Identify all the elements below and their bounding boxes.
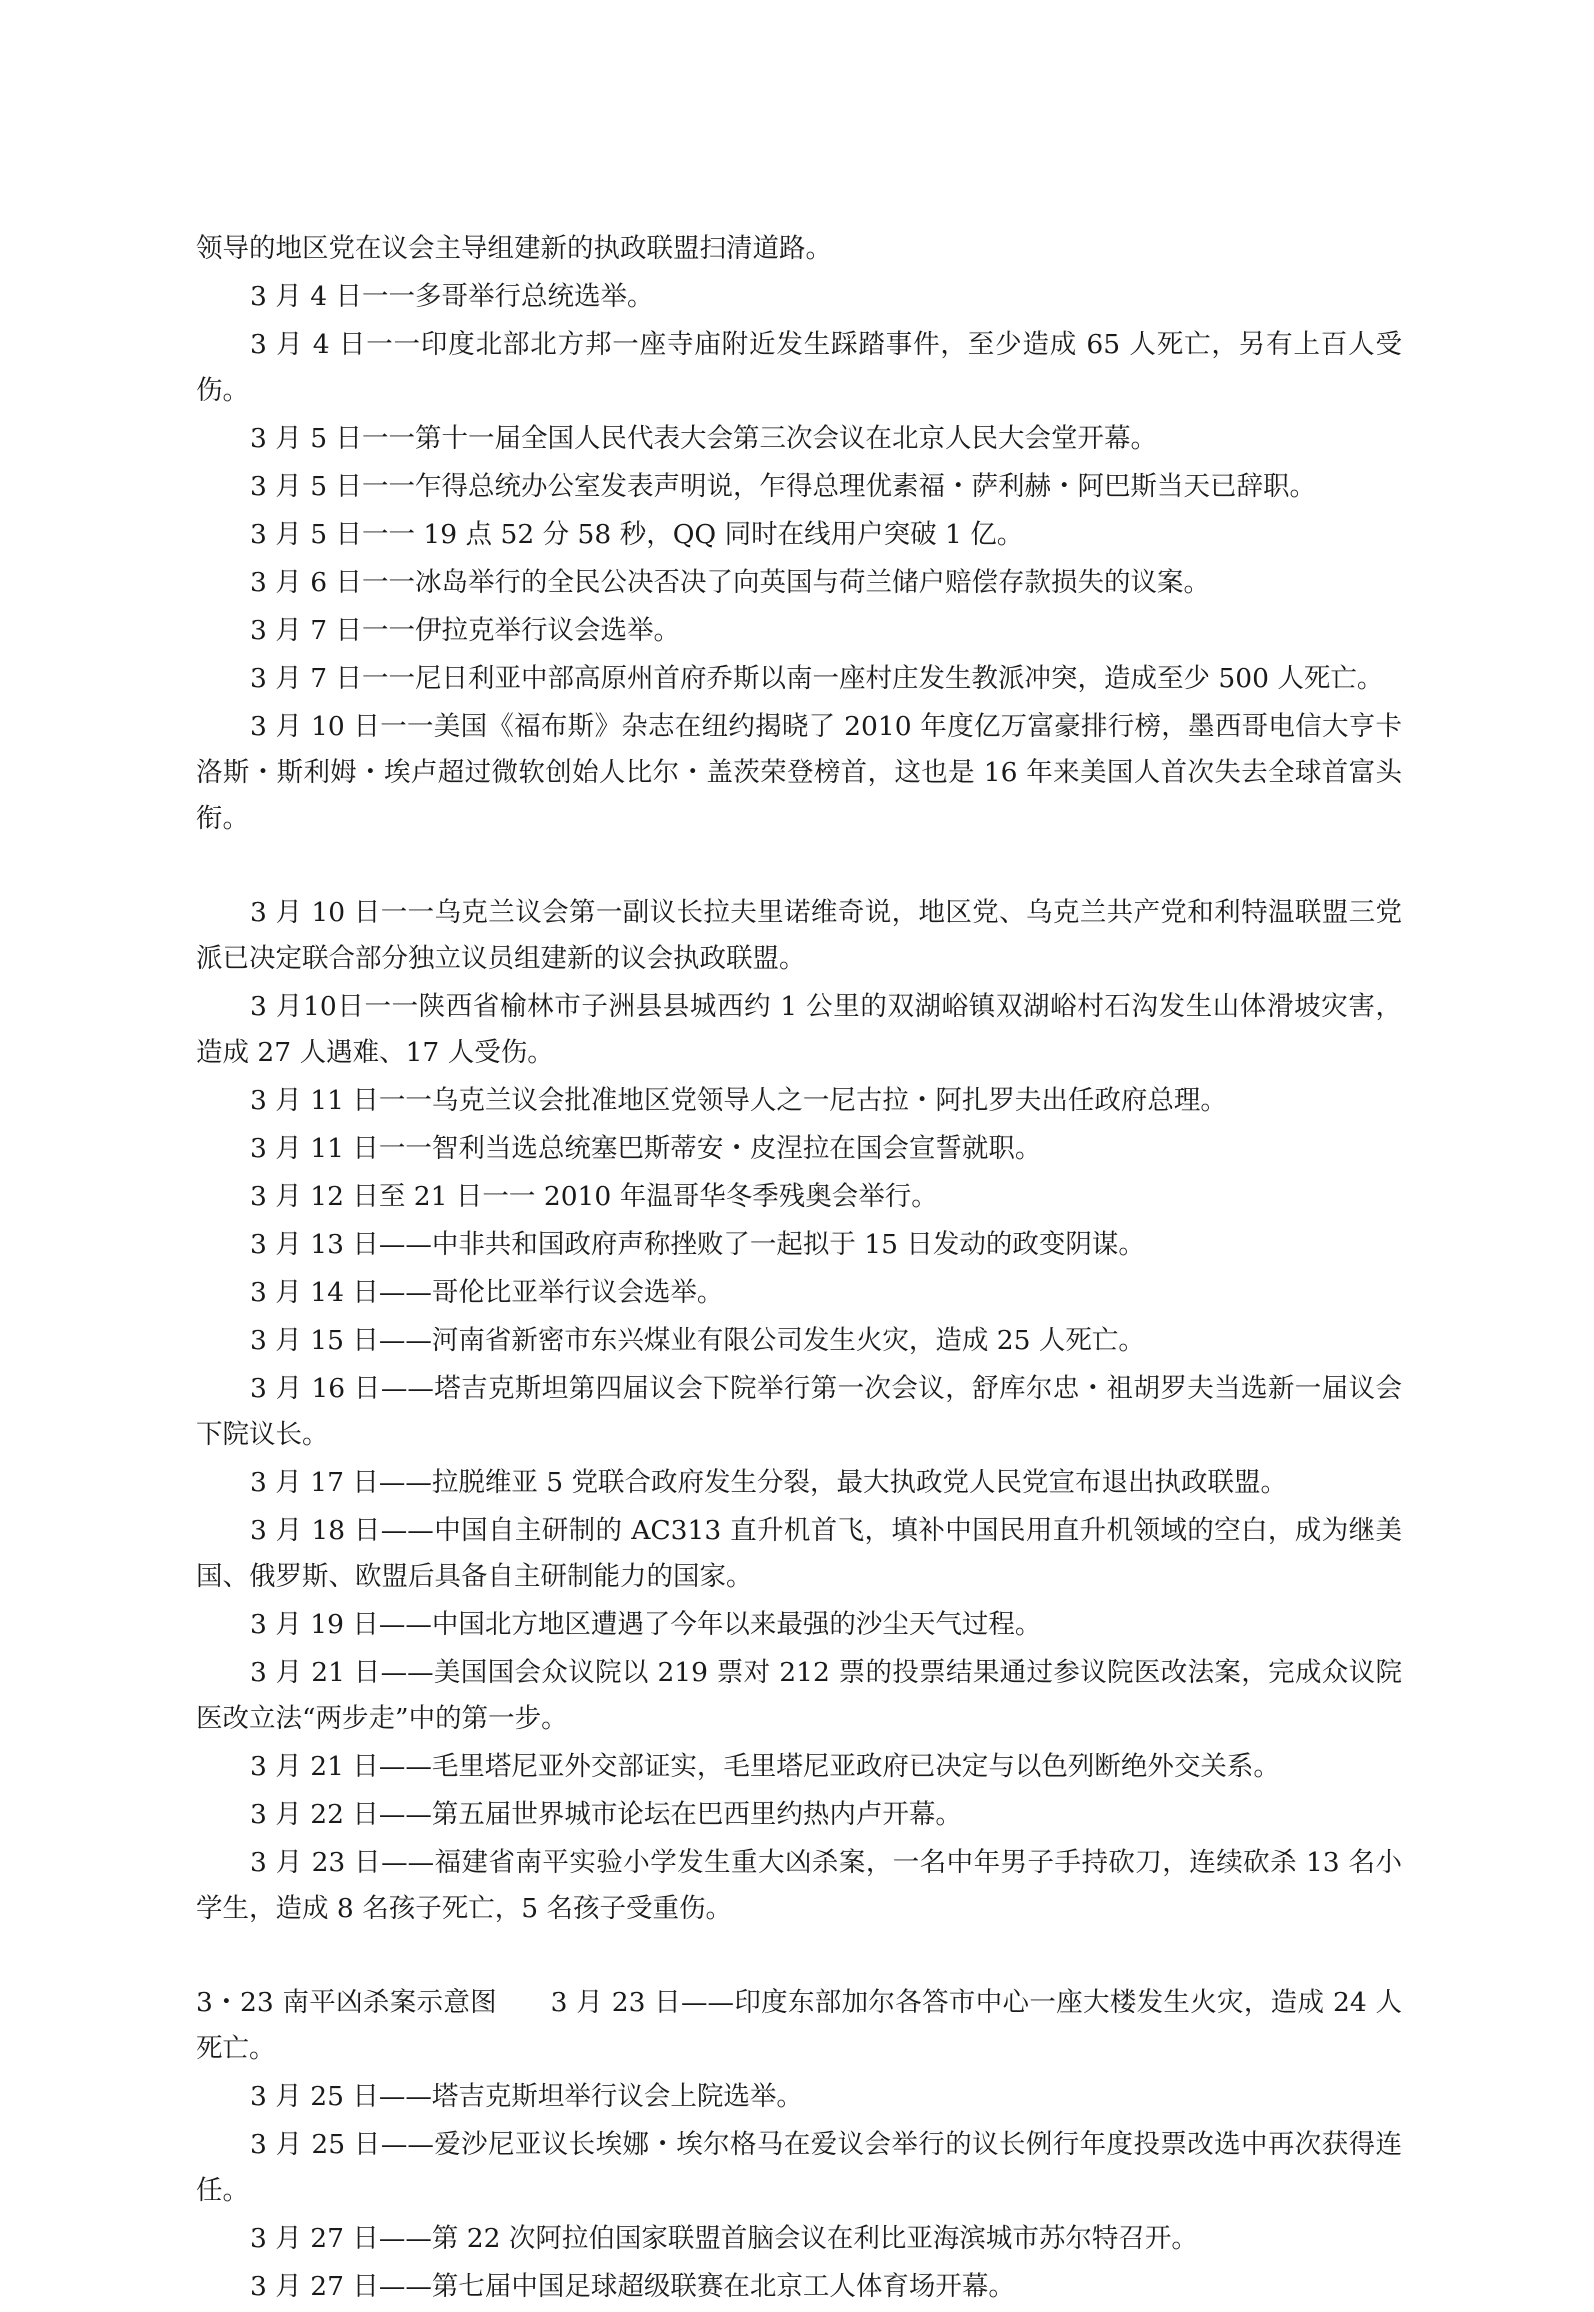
paragraph: 3 月 14 日——哥伦比亚举行议会选举。: [250, 1277, 724, 1308]
document-body: [196, 226, 1402, 2312]
paragraph: 3 月 22 日——第五届世界城市论坛在巴西里约热内卢开幕。: [250, 1799, 962, 1830]
paragraph-gap: [196, 844, 1402, 890]
paragraph: 3 月 11 日一一乌克兰议会批准地区党领导人之一尼古拉・阿扎罗夫出任政府总理。: [250, 1085, 1227, 1116]
paragraph: 3 月 15 日——河南省新密市东兴煤业有限公司发生火灾，造成 25 人死亡。: [250, 1325, 1145, 1356]
paragraph-gap: [196, 1934, 1402, 1980]
paragraph: 3 月 21 日——美国国会众议院以 219 票对 212 票的投票结果通过参议院医改法案，完成众议院医改立法“两步走”中的第一步。: [196, 1657, 1402, 1734]
paragraph: 领导的地区党在议会主导组建新的执政联盟扫清道路。: [196, 233, 832, 264]
paragraph: 3 月 5 日一一第十一届全国人民代表大会第三次会议在北京人民大会堂开幕。: [250, 423, 1157, 454]
paragraph: 3 月 7 日一一伊拉克举行议会选举。: [250, 615, 680, 646]
paragraph: 3 月 19 日——中国北方地区遭遇了今年以来最强的沙尘天气过程。: [250, 1609, 1042, 1640]
paragraph: 3 月 5 日一一乍得总统办公室发表声明说，乍得总理优素福・萨利赫・阿巴斯当天已辞职。: [250, 471, 1316, 502]
paragraph: 3 月 21 日——毛里塔尼亚外交部证实，毛里塔尼亚政府已决定与以色列断绝外交关系。: [250, 1751, 1280, 1782]
paragraph: 3 月 27 日——第七届中国足球超级联赛在北京工人体育场开幕。: [250, 2271, 1015, 2302]
paragraph: 3 月 10 日一一美国《福布斯》杂志在纽约揭晓了 2010 年度亿万富豪排行榜，墨西哥电信大亨卡洛斯・斯利姆・埃卢超过微软创始人比尔・盖茨荣登榜首，这也是 16 年来美国人首次失去全球首富头衔。: [196, 711, 1402, 834]
paragraph: 3 月 4 日一一多哥举行总统选举。: [250, 281, 654, 312]
paragraph: 3 月10日一一陕西省榆林市子洲县县城西约 1 公里的双湖峪镇双湖峪村石沟发生山体滑坡灾害，造成 27 人遇难、17 人受伤。: [196, 991, 1402, 1068]
paragraph: 3 月 12 日至 21 日一一 2010 年温哥华冬季残奥会举行。: [250, 1181, 938, 1212]
paragraph: 3 月 23 日——福建省南平实验小学发生重大凶杀案，一名中年男子手持砍刀，连续砍杀 13 名小学生，造成 8 名孩子死亡，5 名孩子受重伤。: [196, 1847, 1402, 1924]
paragraph: 3 月 11 日一一智利当选总统塞巴斯蒂安・皮涅拉在国会宣誓就职。: [250, 1133, 1042, 1164]
paragraph: 3 月 7 日一一尼日利亚中部高原州首府乔斯以南一座村庄发生教派冲突，造成至少 500 人死亡。: [250, 663, 1384, 694]
paragraph: 3 月 10 日一一乌克兰议会第一副议长拉夫里诺维奇说，地区党、乌克兰共产党和利特温联盟三党派已决定联合部分独立议员组建新的议会执政联盟。: [196, 897, 1402, 974]
paragraph: 3 月 25 日——塔吉克斯坦举行议会上院选举。: [250, 2081, 803, 2112]
paragraph: 3 月 25 日——爱沙尼亚议长埃娜・埃尔格马在爱议会举行的议长例行年度投票改选中再次获得连任。: [196, 2129, 1402, 2206]
paragraph: 3 月 13 日——中非共和国政府声称挫败了一起拟于 15 日发动的政变阴谋。: [250, 1229, 1145, 1260]
paragraph: 3 月 18 日——中国自主研制的 AC313 直升机首飞，填补中国民用直升机领域的空白，成为继美国、俄罗斯、欧盟后具备自主研制能力的国家。: [196, 1515, 1402, 1592]
paragraph: 3 月 17 日——拉脱维亚 5 党联合政府发生分裂，最大执政党人民党宣布退出执政联盟。: [250, 1467, 1288, 1498]
paragraph: 3 月 5 日一一 19 点 52 分 58 秒，QQ 同时在线用户突破 1 亿。: [250, 519, 1024, 550]
paragraph: 3・23 南平凶杀案示意图 3 月 23 日——印度东部加尔各答市中心一座大楼发生火灾，造成 24 人死亡。: [196, 1987, 1402, 2064]
paragraph: 3 月 27 日——第 22 次阿拉伯国家联盟首脑会议在利比亚海滨城市苏尔特召开。: [250, 2223, 1198, 2254]
paragraph: 3 月 4 日一一印度北部北方邦一座寺庙附近发生踩踏事件，至少造成 65 人死亡，另有上百人受伤。: [196, 329, 1402, 406]
paragraph: 3 月 6 日一一冰岛举行的全民公决否决了向英国与荷兰储户赔偿存款损失的议案。: [250, 567, 1210, 598]
paragraph: 3 月 16 日——塔吉克斯坦第四届议会下院举行第一次会议，舒库尔忠・祖胡罗夫当选新一届议会下院议长。: [196, 1373, 1402, 1450]
